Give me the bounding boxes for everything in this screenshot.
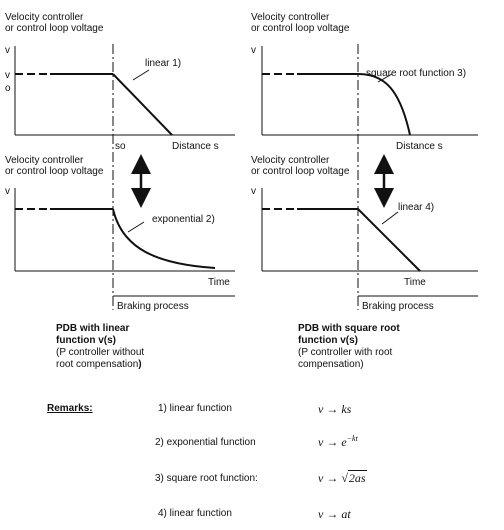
caption-sqrt-title-1: PDB with square root [298, 323, 400, 334]
caption-linear-note-2 [56, 359, 236, 371]
remark-2-lhs: v [318, 435, 324, 449]
sqrt-radical-icon: √ [341, 471, 348, 485]
remark-4-formula [318, 507, 351, 522]
panel-tl-x-label: Distance s [172, 141, 219, 152]
caption-linear-note-2-end: ) [138, 359, 142, 370]
caption-linear-title-2: function v(s) [56, 335, 116, 346]
remark-1-formula [318, 402, 351, 417]
remark-1-label: 1) linear function [158, 403, 232, 414]
panel-tr-sqrt-curve [358, 74, 410, 135]
panel-tl-title-line1: Velocity controller [5, 12, 84, 23]
remark-3-arrow: → [326, 471, 339, 485]
caption-linear [56, 323, 236, 371]
panel-br-title-line1: Velocity controller [251, 155, 330, 166]
panel-bl-title-line1: Velocity controller [5, 155, 84, 166]
caption-linear-title-1: PDB with linear [56, 323, 130, 334]
remark-4-label: 4) linear function [158, 508, 232, 519]
panel-tr-title-line2: or control loop voltage [251, 23, 350, 34]
panel-br-x-label: Time [404, 277, 426, 288]
caption-linear-note-1: (P controller without [56, 347, 145, 358]
panel-tl-linear-curve [113, 74, 172, 135]
panel-br-curve-pointer [382, 212, 398, 224]
panel-tl-curve-pointer [133, 70, 149, 80]
panel-br-title-line2: or control loop voltage [251, 166, 350, 177]
panel-tr-x-label: Distance s [396, 141, 443, 152]
panel-bl-process-label: Braking process [117, 301, 189, 312]
caption-sqrt-note-1: (P controller with root [298, 347, 393, 358]
remark-3-label: 3) square root function: [155, 473, 258, 484]
remark-2-rhs: e [341, 435, 347, 449]
panel-top-right [251, 12, 478, 152]
panel-tl-v0-label: v [5, 70, 10, 81]
panel-tr-y-label: v [251, 45, 256, 56]
panel-bl-x-label: Time [208, 277, 230, 288]
panel-bottom-left [5, 155, 235, 312]
caption-sqrt-note-2: compensation) [298, 359, 364, 370]
panel-br-y-label: v [251, 186, 256, 197]
panel-tl-curve-label: linear 1) [145, 58, 182, 69]
panel-tr-title-line1: Velocity controller [251, 12, 330, 23]
panel-tl-title-line2: or control loop voltage [5, 23, 104, 34]
panel-top-left [5, 12, 235, 152]
panel-tl-y-label: v [5, 45, 10, 56]
caption-linear-note-2-text: root compensation [56, 359, 139, 370]
panel-tl-s0-label: so [115, 141, 126, 152]
remarks-title: Remarks: [47, 403, 93, 414]
panel-bl-title-line2: or control loop voltage [5, 166, 104, 177]
remark-2-formula [318, 434, 358, 450]
remark-4-lhs: v [318, 507, 324, 521]
panel-tr-curve-label: square root function 3) [366, 68, 467, 79]
remark-3-lhs: v [318, 471, 324, 485]
remark-1-rhs: ks [341, 402, 352, 416]
remark-3-formula [318, 471, 367, 486]
panel-br-curve-label: linear 4) [398, 202, 435, 213]
panel-bl-curve-label: exponential 2) [152, 214, 215, 225]
remark-3-radicand: 2as [348, 471, 366, 485]
remark-2-arrow: → [326, 435, 339, 449]
remark-4-rhs: at [341, 507, 351, 521]
caption-sqrt [298, 323, 478, 371]
remark-1-arrow: → [326, 402, 339, 416]
panel-br-process-label: Braking process [362, 301, 434, 312]
panel-bl-y-label: v [5, 186, 10, 197]
remark-4-arrow: → [326, 507, 339, 521]
remark-1-lhs: v [318, 402, 324, 416]
panel-bottom-right [251, 155, 478, 312]
remark-3-sqrt [341, 471, 366, 486]
caption-sqrt-title-2: function v(s) [298, 335, 358, 346]
remark-2-label: 2) exponential function [155, 437, 256, 448]
remark-2-exponent: −kt [346, 434, 358, 443]
panel-bl-curve-pointer [128, 222, 144, 232]
panel-tl-v0-subscript: o [5, 83, 11, 94]
